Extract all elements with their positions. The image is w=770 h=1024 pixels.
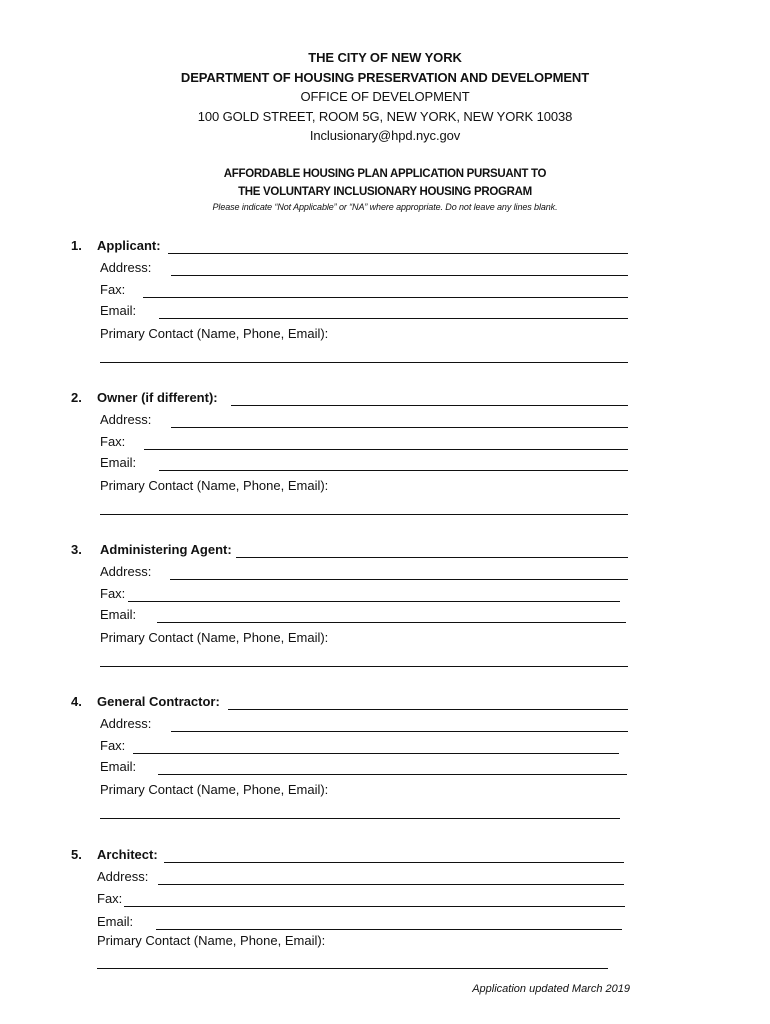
address-label: Address: [97, 869, 149, 884]
address-line[interactable] [170, 579, 628, 580]
applicant-name-line[interactable] [168, 253, 628, 254]
fax-line[interactable] [124, 906, 625, 907]
address-line[interactable] [158, 884, 624, 885]
section-number: 5. [71, 847, 82, 862]
owner-name-line[interactable] [231, 405, 628, 406]
general-contractor-name-line[interactable] [228, 709, 628, 710]
email-line[interactable] [158, 774, 627, 775]
header-address: 100 GOLD STREET, ROOM 5G, NEW YORK, NEW YORK 10038 [197, 108, 573, 124]
fax-line[interactable] [144, 449, 628, 450]
email-label: Email: [100, 303, 137, 318]
primary-contact-line[interactable] [100, 666, 628, 667]
administering-agent-name-line[interactable] [236, 557, 628, 558]
header-department: DEPARTMENT OF HOUSING PRESERVATION AND DEVELOPMENT [180, 69, 590, 85]
section-number: 1. [71, 238, 82, 253]
form-title-line1: AFFORDABLE HOUSING PLAN APPLICATION PURSUANT TO [223, 168, 547, 180]
primary-contact-label: Primary Contact (Name, Phone, Email): [100, 478, 329, 493]
email-line[interactable] [159, 318, 628, 319]
agency-header [0, 48, 770, 146]
fax-line[interactable] [128, 601, 620, 602]
instructions-note: Please indicate “Not Applicable” or “NA” where appropriate. Do not leave any lines blank. [212, 202, 558, 212]
email-label: Email: [97, 914, 134, 929]
header-email: Inclusionary@hpd.nyc.gov [309, 128, 461, 143]
section-number: 3. [71, 542, 82, 557]
section-number: 4. [71, 694, 82, 709]
primary-contact-line[interactable] [100, 362, 628, 363]
primary-contact-line[interactable] [100, 514, 628, 515]
address-line[interactable] [171, 427, 628, 428]
section-number: 2. [71, 390, 82, 405]
primary-contact-line[interactable] [97, 968, 608, 969]
email-label: Email: [100, 607, 137, 622]
form-title [0, 166, 770, 201]
fax-line[interactable] [133, 753, 619, 754]
section-title: Applicant: [97, 238, 161, 253]
email-label: Email: [100, 455, 137, 470]
fax-label: Fax: [100, 586, 126, 601]
primary-contact-label: Primary Contact (Name, Phone, Email): [100, 326, 329, 341]
header-office: OFFICE OF DEVELOPMENT [300, 89, 470, 104]
address-label: Address: [100, 564, 152, 579]
section-title: Owner (if different): [97, 390, 218, 405]
fax-label: Fax: [100, 738, 126, 753]
architect-name-line[interactable] [164, 862, 624, 863]
fax-label: Fax: [100, 434, 126, 449]
email-line[interactable] [157, 622, 626, 623]
address-label: Address: [100, 260, 152, 275]
header-city: THE CITY OF NEW YORK [308, 50, 462, 65]
primary-contact-line[interactable] [100, 818, 620, 819]
address-line[interactable] [171, 731, 628, 732]
email-line[interactable] [156, 929, 622, 930]
fax-line[interactable] [143, 297, 628, 298]
email-line[interactable] [159, 470, 628, 471]
fax-label: Fax: [97, 891, 123, 906]
fax-label: Fax: [100, 282, 126, 297]
application-updated-date: Application updated March 2019 [472, 983, 630, 995]
section-title: General Contractor: [97, 694, 220, 709]
primary-contact-label: Primary Contact (Name, Phone, Email): [100, 630, 329, 645]
address-label: Address: [100, 412, 152, 427]
email-label: Email: [100, 759, 137, 774]
primary-contact-label: Primary Contact (Name, Phone, Email): [100, 782, 329, 797]
section-title: Administering Agent: [100, 542, 232, 557]
form-title-line2: THE VOLUNTARY INCLUSIONARY HOUSING PROGRAM [238, 185, 532, 198]
primary-contact-label: Primary Contact (Name, Phone, Email): [97, 933, 326, 948]
section-title: Architect: [97, 847, 158, 862]
address-line[interactable] [171, 275, 628, 276]
address-label: Address: [100, 716, 152, 731]
